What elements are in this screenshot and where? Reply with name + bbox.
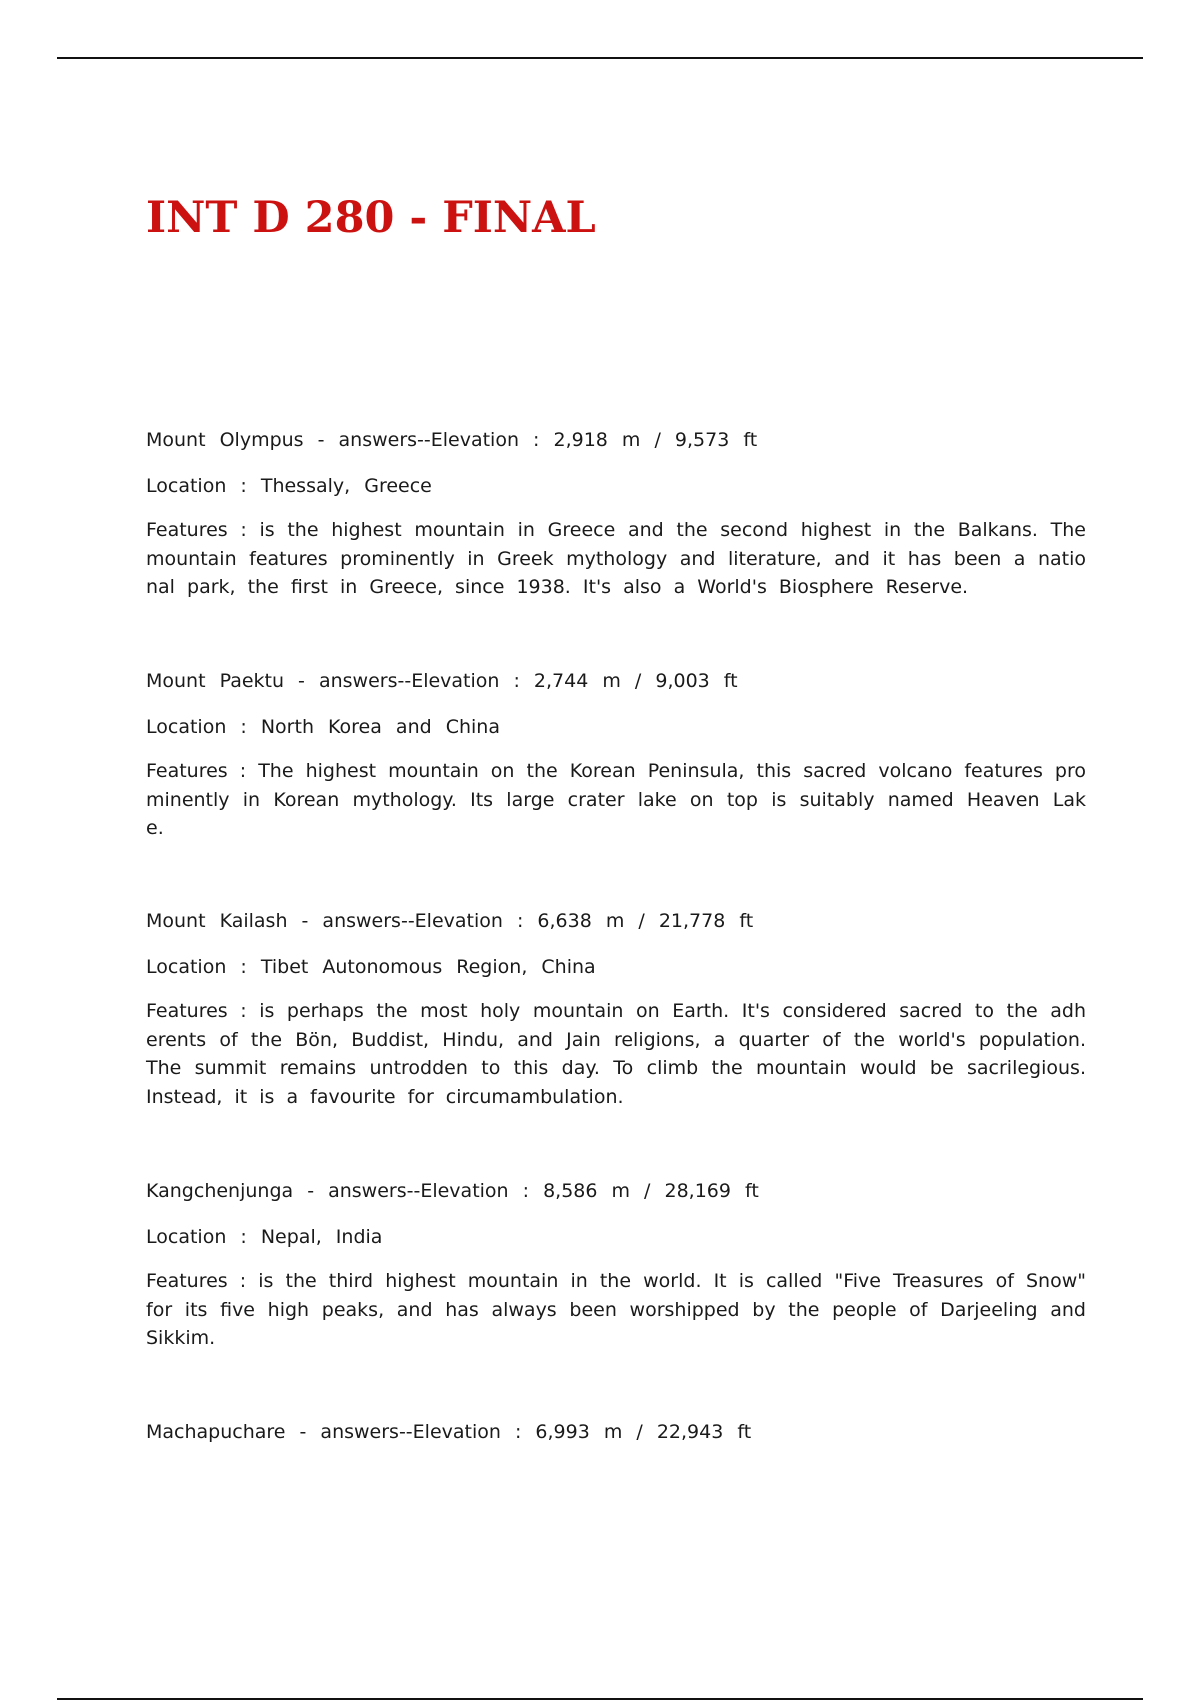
document-title: INT D 280 - FINAL — [146, 193, 596, 243]
entry-location: Location : North Korea and China — [146, 716, 500, 738]
entry-heading: Mount Olympus - answers--Elevation : 2,918 m / 9,573 ft — [146, 429, 758, 451]
entry-location: Location : Nepal, India — [146, 1226, 383, 1248]
entry-features: Features : is the third highest mountain in the world. It is called "Five Treasures of Snow" for its five high peaks, and has always been worshipped by the people of Darjeeling and Sikkim. — [146, 1270, 1086, 1349]
entry-location: Location : Thessaly, Greece — [146, 475, 432, 497]
entry-heading: Machapuchare - answers--Elevation : 6,993 m / 22,943 ft — [146, 1421, 752, 1443]
entry-features: Features : The highest mountain on the Korean Peninsula, this sacred volcano features prominently in Korean mythology. Its large crater lake on top is suitably named Heaven Lake. — [146, 760, 1086, 839]
entry-heading: Mount Kailash - answers--Elevation : 6,638 m / 21,778 ft — [146, 910, 754, 932]
entry-heading: Kangchenjunga - answers--Elevation : 8,586 m / 28,169 ft — [146, 1180, 759, 1202]
entry-location: Location : Tibet Autonomous Region, China — [146, 956, 596, 978]
top-rule — [57, 57, 1143, 59]
entry-mount-kailash — [146, 907, 1086, 1130]
entry-mount-olympus — [146, 426, 1086, 621]
entry-features: Features : is the highest mountain in Greece and the second highest in the Balkans. The mountain features prominently in Greek mythology and literature, and it has been a national park, the first in Greece, since 1938. It's also a World's Biosphere Reserve. — [146, 519, 1086, 598]
entry-features: Features : is perhaps the most holy mountain on Earth. It's considered sacred to the adherents of the Bön, Buddist, Hindu, and Jain religions, a quarter of the world's population. The summit remains untrodden to this day. To climb the mountain would be sacrilegious. Instead, it is a favourite for circumambulation. — [146, 1000, 1086, 1108]
entry-mount-paektu — [146, 667, 1086, 862]
entry-machapuchare — [146, 1418, 1086, 1446]
entry-kangchenjunga — [146, 1177, 1086, 1372]
entry-heading: Mount Paektu - answers--Elevation : 2,744 m / 9,003 ft — [146, 670, 738, 692]
